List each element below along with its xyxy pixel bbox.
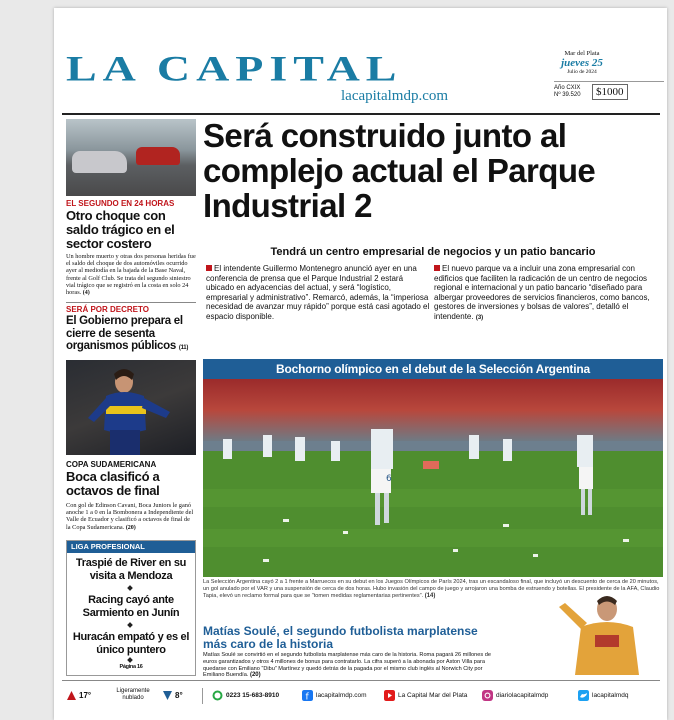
city-label: Mar del Plata bbox=[564, 50, 600, 57]
soule-headline[interactable]: Matías Soulé, el segundo futbolista marplatense más caro de la historia bbox=[203, 624, 478, 651]
story3-body bbox=[66, 502, 196, 532]
youtube-handle[interactable]: La Capital Mar del Plata bbox=[398, 692, 468, 699]
story3-text: Con gol de Edinson Cavani, Boca Juniors le ganó anoche 1 a 0 en la Bombonera a Independiente del Valle de Ecuador y clasificó a octavos de final de la Copa Sudamericana. bbox=[66, 502, 194, 531]
stadium-photo[interactable] bbox=[203, 379, 663, 577]
instagram-icon[interactable] bbox=[482, 690, 493, 701]
separator-diamond bbox=[127, 622, 133, 628]
liga-item-huracan[interactable]: Huracán empató y es el único puntero bbox=[72, 631, 190, 656]
crash-photo[interactable] bbox=[66, 119, 196, 196]
masthead-rule bbox=[62, 113, 660, 115]
twitter-handle[interactable]: lacapitalmdq bbox=[592, 692, 629, 699]
facebook-handle[interactable]: lacapitalmdp.com bbox=[316, 692, 367, 699]
price: $1000 bbox=[592, 84, 628, 100]
story2-headline-text: El Gobierno prepara el cierre de sesenta organismos públicos bbox=[66, 315, 183, 352]
main-subhead: Tendrá un centro empresarial de negocios y un patio bancario bbox=[270, 246, 596, 258]
main-column-2 bbox=[434, 264, 661, 324]
caption-ref: (14) bbox=[424, 592, 436, 599]
weather-label: Ligeramente nublado bbox=[116, 688, 150, 701]
masthead-logo[interactable]: LA CAPITAL bbox=[66, 48, 403, 89]
story3-ref: (20) bbox=[125, 524, 136, 531]
divider bbox=[202, 688, 203, 704]
temperature-up-icon bbox=[66, 690, 77, 701]
liga-title: LIGA PROFESIONAL bbox=[67, 541, 195, 553]
divider bbox=[66, 302, 196, 303]
story2-headline[interactable] bbox=[66, 315, 196, 355]
masthead-url[interactable]: lacapitalmdp.com bbox=[341, 88, 449, 104]
soule-body bbox=[203, 652, 503, 679]
edition-line bbox=[554, 81, 664, 101]
temp-min: 8° bbox=[175, 691, 183, 700]
day-label: jueves 25 bbox=[561, 57, 603, 69]
main-column-1 bbox=[206, 264, 431, 322]
col1-text: El intendente Guillermo Montenegro anunció ayer en una conferencia de prensa que el Parque Industrial 2 estará ubicado en adyacencias del actual, y será “logístico, empresarial y administrativo”. Remarcó, además, la “imperiosa necesidad de avanzar muy rápido” porque está casi agotado el espacio disponible. bbox=[206, 264, 430, 321]
soule-photo[interactable] bbox=[551, 589, 663, 675]
temperature-down-icon bbox=[162, 690, 173, 701]
story2-kicker: SERÁ POR DECRETO bbox=[66, 305, 149, 314]
soule-text: Matías Soulé se convirtió en el segundo futbolista marplatense más caro de la historia. Roma pagará 26 millones de euros garantizados y otros 4 millones de bonus para contratarlo. La cifra superó a la abonada por Aston Villa para quedarse con Emiliano “Dibu” Martínez y quedó detrás de la pagada por el mismo club inglés al Norwich City por Emiliano Buendía. bbox=[203, 652, 491, 679]
whatsapp-icon[interactable] bbox=[212, 690, 223, 701]
facebook-icon[interactable] bbox=[302, 690, 313, 701]
boca-player-photo[interactable] bbox=[66, 360, 196, 455]
story1-body bbox=[66, 253, 196, 297]
story1-text: Un hombre muerto y otras dos personas heridas fue el saldo del choque de dos automóviles ocurrido ayer al mediodía en la bajada de la Base Naval, frente al Golf Club. Se trata del segundo siniestro vial trágico que se registró en la costa en solo 24 horas. bbox=[66, 253, 196, 297]
col2-text: El nuevo parque va a incluir una zona empresarial con edificios que faciliten la radicación de un centro de negocios regional e internacional y un patio bancario “diseñado para albergar proveedores de servicios financieros, como bancos, gestores de inversiones y bolsas de valores”, detalló el intendente. bbox=[434, 264, 650, 321]
liga-profesional-box bbox=[66, 540, 196, 676]
car-shape bbox=[136, 147, 180, 165]
soule-story bbox=[203, 624, 663, 679]
soule-ref: (20) bbox=[249, 672, 261, 679]
instagram-handle[interactable]: diariolacapitalmdp bbox=[496, 692, 549, 699]
bullet-icon bbox=[434, 265, 440, 271]
temp-max: 17° bbox=[79, 691, 92, 700]
car-shape bbox=[72, 151, 127, 173]
separator-diamond bbox=[127, 657, 133, 663]
date-block bbox=[554, 50, 610, 75]
date-label: Julio de 2024 bbox=[567, 69, 597, 75]
liga-item-river[interactable]: Traspié de River en su visita a Mendoza bbox=[75, 557, 187, 582]
story2-ref: (11) bbox=[178, 345, 189, 351]
whatsapp-number[interactable]: 0223 15-683-8910 bbox=[226, 692, 280, 699]
edition-number: Año CXIX Nº 39.520 bbox=[554, 85, 581, 98]
main-headline[interactable]: Será construido junto al complejo actual el Parque Industrial 2 bbox=[203, 117, 596, 224]
liga-page-ref: Página 16 bbox=[119, 664, 143, 670]
twitter-icon[interactable] bbox=[578, 690, 589, 701]
separator-diamond bbox=[127, 585, 133, 591]
footer-bar bbox=[62, 684, 660, 710]
bullet-icon bbox=[206, 265, 212, 271]
newspaper-front-page bbox=[54, 8, 667, 720]
story3-kicker: COPA SUDAMERICANA bbox=[66, 460, 157, 469]
stadium-illustration bbox=[203, 379, 663, 577]
caption-text: La Selección Argentina cayó 2 a 1 frente a Marruecos en su debut en los Juegos Olímpicos de París 2024, tras un escandaloso final, que incluyó un descuento de cerca de 20 minutos, un gol anulado por el VAR y una suspensión de cerca de dos horas. Hubo invasión del campo de juego y arrojaron una bomba de estruendo y botellas. El presidente de la AFA, Claudio Tapia, elevó un reclamo formal para que se “tomen medidas reglamentarias pertinentes”. bbox=[203, 579, 660, 599]
sport-headline[interactable]: Bochorno olímpico en el debut de la Selección Argentina bbox=[203, 359, 663, 379]
svg-text:f: f bbox=[305, 692, 309, 701]
story1-headline[interactable]: Otro choque con saldo trágico en el sector costero bbox=[66, 208, 175, 251]
col2-ref: (3) bbox=[475, 314, 484, 321]
youtube-icon[interactable] bbox=[384, 690, 395, 701]
story1-kicker: EL SEGUNDO EN 24 HORAS bbox=[66, 199, 175, 208]
liga-item-racing[interactable]: Racing cayó ante Sarmiento en Junín bbox=[82, 594, 180, 619]
player-illustration bbox=[66, 360, 196, 455]
story3-headline[interactable]: Boca clasificó a octavos de final bbox=[66, 469, 160, 498]
footer-rule bbox=[62, 680, 660, 681]
story1-ref: (4) bbox=[82, 290, 90, 297]
jersey-number: 6 bbox=[386, 474, 392, 484]
